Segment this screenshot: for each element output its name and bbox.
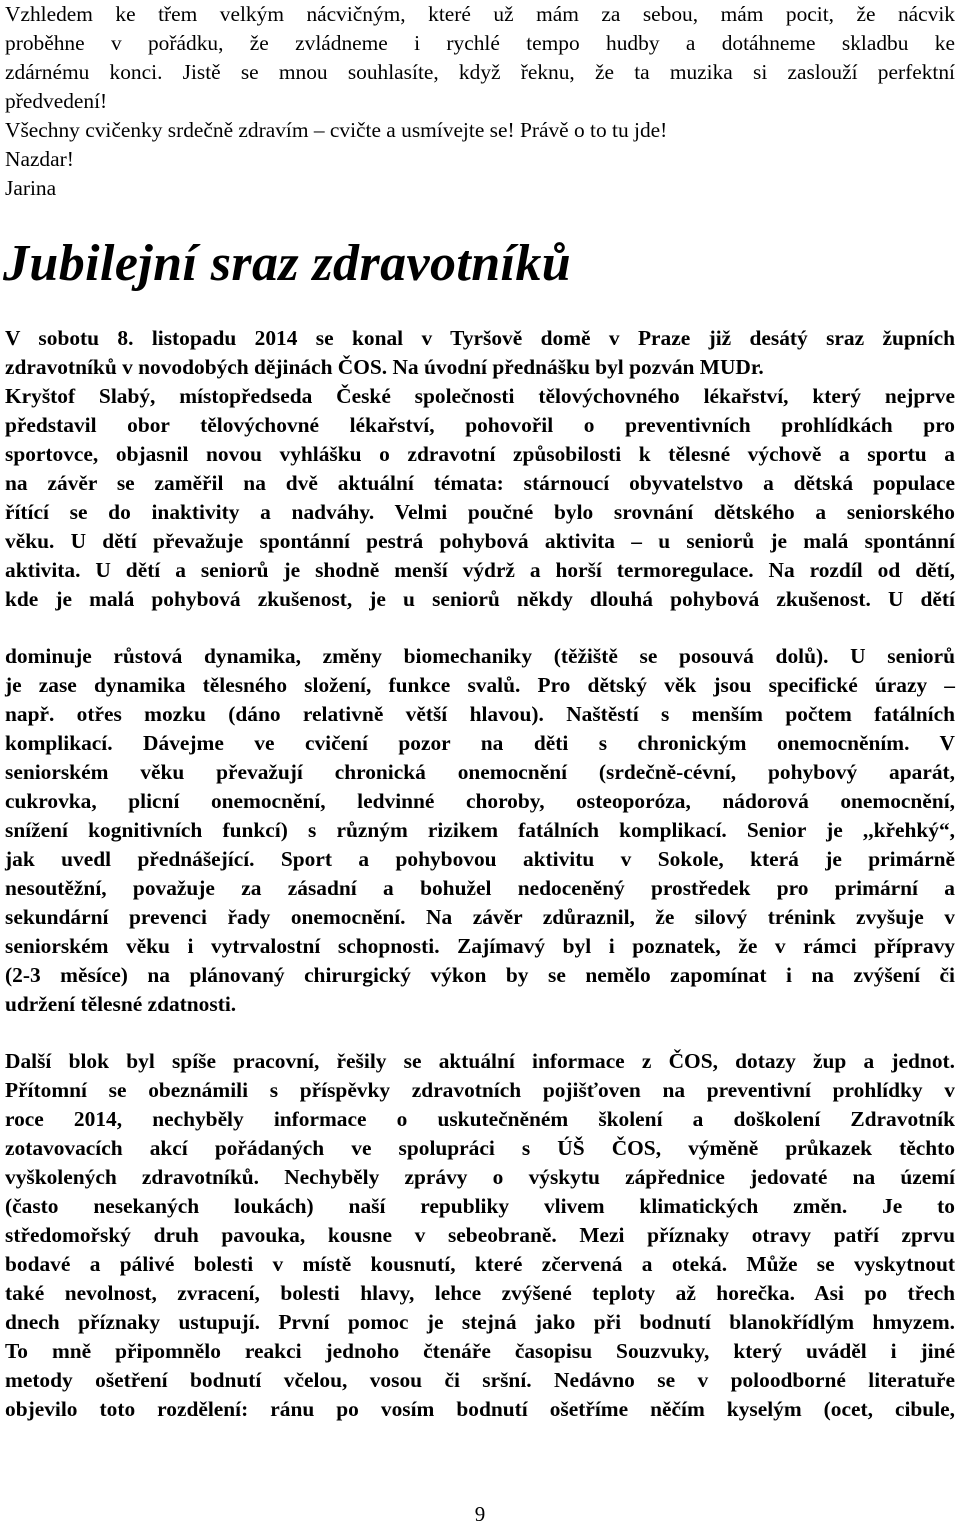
paragraph-3-line: středomořský druh pavouka, kousne v sebeobraně. Mezi příznaky otravy patří zprvu [5,1223,955,1247]
paragraph-3-line: metody ošetření bodnutí včelou, vosou či sršní. Nedávno se v poloodborné literatuře [5,1368,955,1392]
intro-line: Vzhledem ke třem velkým nácvičným, které už mám za sebou, mám pocit, že nácvik [5,2,955,26]
paragraph-3-line: také nevolnost, zvracení, bolesti hlavy, lehce zvýšené teploty až horečka. Asi po třech [5,1281,955,1305]
paragraph-3-line: bodavé a pálivé bolesti v místě kousnutí, které zčervená a oteká. Může se vyskytnout [5,1252,955,1276]
intro-line: proběhne v pořádku, že zvládneme i rychlé tempo hudby a dotáhneme skladbu ke [5,31,955,55]
paragraph-2-line: seniorském věku převažují chronická onemocnění (srdečně-cévní, pohybový aparát, [5,760,955,784]
paragraph-1-line: řítící se do inaktivity a nadváhy. Velmi poučné bylo srovnání dětského a seniorského [5,500,955,524]
paragraph-1-line: věku. U dětí převažuje spontánní pestrá pohybová aktivita – u seniorů je malá spontánní [5,529,955,553]
paragraph-3-line: roce 2014, nechyběly informace o uskutečněném školení a doškolení Zdravotník [5,1107,955,1131]
paragraph-3-line: Přítomní se obeznámili s příspěvky zdravotních pojišťoven na preventivní prohlídky v [5,1078,955,1102]
intro-signature: Jarina [5,176,57,200]
page-number: 9 [474,1502,486,1526]
paragraph-2-line: je zase dynamika tělesného složení, funkce svalů. Pro dětský věk jsou specifické úrazy – [5,673,955,697]
paragraph-2-line: udržení tělesné zdatnosti. [5,992,237,1016]
paragraph-2-line: seniorském věku i vytrvalostní schopnosti. Zajímavý byl i poznatek, že v rámci přípravy [5,934,955,958]
paragraph-3-line: objevilo toto rozdělení: ránu po vosím bodnutí ošetříme něčím kyselým (ocet, cibule, [5,1397,955,1421]
paragraph-3-line: zotavovacích akcí pořádaných ve spolupráci s ÚŠ ČOS, výměně průkazek těchto [5,1136,955,1160]
paragraph-3-line: (často nesekaných loukách) naší republiky vlivem klimatických změn. Je to [5,1194,955,1218]
paragraph-2-line: snížení kognitivních funkcí) s různým rizikem fatálních komplikací. Senior je ,,křehký“, [5,818,955,842]
paragraph-2-line: cukrovka, plicní onemocnění, ledvinné choroby, osteoporóza, nádorová onemocnění, [5,789,955,813]
paragraph-2-line: (2-3 měsíce) na plánovaný chirurgický výkon by se nemělo zapomínat i na zvýšení či [5,963,955,987]
paragraph-1-line: Kryštof Slabý, místopředseda České společnosti tělovýchovného lékařství, který nejprve [5,384,955,408]
paragraph-3-line: vyškolených zdravotníků. Nechyběly zprávy o výskytu zápřednice jedovaté na území [5,1165,955,1189]
paragraph-3-line: Další blok byl spíše pracovní, řešily se aktuální informace z ČOS, dotazy žup a jednot. [5,1049,955,1073]
paragraph-3-line: dnech příznaky ustupují. První pomoc je stejná jako při bodnutí blanokřídlým hmyzem. [5,1310,955,1334]
paragraph-1-line: sportovce, objasnil novou vyhlášku o zdravotní způsobilosti k tělesné výchově a sportu a [5,442,955,466]
intro-line: zdárnému konci. Jistě se mnou souhlasíte, když řeknu, že ta muzika si zaslouží perfektní [5,60,955,84]
paragraph-1-line: na závěr se zaměřil na dvě aktuální témata: stárnoucí obyvatelstvo a dětská populace [5,471,955,495]
paragraph-2-line: jak uvedl přednášející. Sport a pohybovou aktivitu v Sokole, která je primárně [5,847,955,871]
intro-line: Všechny cvičenky srdečně zdravím – cvičte a usmívejte se! Právě o to tu jde! [5,118,668,142]
paragraph-1-line: kde je malá pohybová zkušenost, je u seniorů někdy dlouhá pohybová zkušenost. U dětí [5,587,955,611]
intro-line: předvedení! [5,89,108,113]
paragraph-1-line: V sobotu 8. listopadu 2014 se konal v Tyršově domě v Praze již desátý sraz župních [5,326,955,350]
paragraph-1-line: aktivita. U dětí a seniorů je shodně menší výdrž a horší termoregulace. Na rozdíl od dětí, [5,558,955,582]
paragraph-1-line: představil obor tělovýchovné lékařství, pohovořil o preventivních prohlídkách pro [5,413,955,437]
paragraph-1-line: zdravotníků v novodobých dějinách ČOS. Na úvodní přednášku byl pozván MUDr. [5,355,764,379]
paragraph-2-line: dominuje růstová dynamika, změny biomechaniky (těžiště se posouvá dolů). U seniorů [5,644,955,668]
paragraph-2-line: sekundární prevenci řady onemocnění. Na závěr zdůraznil, že silový trénink zvyšuje v [5,905,955,929]
paragraph-2-line: nesoutěžní, považuje za zásadní a bohužel nedoceněný prostředek pro primární a [5,876,955,900]
paragraph-2-line: komplikací. Dávejme ve cvičení pozor na děti s chronickým onemocněním. V [5,731,955,755]
paragraph-3-line: To mně připomnělo reakci jednoho čtenáře časopisu Souzvuky, který uváděl i jiné [5,1339,955,1363]
article-title: Jubilejní sraz zdravotníků [3,235,572,292]
intro-signoff: Nazdar! [5,147,74,171]
paragraph-2-line: např. otřes mozku (dáno relativně větší hlavou). Naštěstí s menším počtem fatálních [5,702,955,726]
